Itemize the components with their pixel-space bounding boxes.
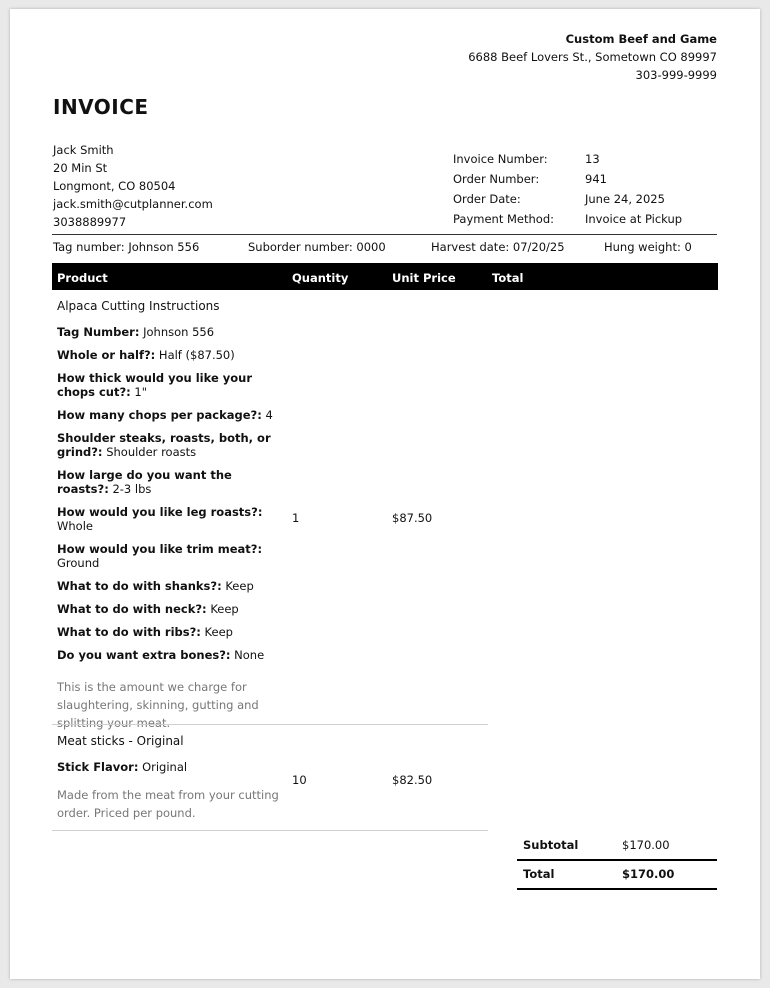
meta-row bbox=[453, 189, 682, 209]
item-description bbox=[57, 734, 285, 822]
customer-street: 20 Min St bbox=[53, 161, 108, 175]
option-line bbox=[57, 431, 285, 459]
option-label: How would you like trim meat?: bbox=[57, 542, 263, 556]
customer-phone: 3038889977 bbox=[53, 215, 127, 229]
company-name: Custom Beef and Game bbox=[565, 32, 717, 46]
item-note: This is the amount we charge for slaughtering, skinning, gutting and splitting your meat. bbox=[57, 680, 259, 730]
option-line bbox=[57, 602, 285, 616]
meta-value: Invoice at Pickup bbox=[585, 212, 683, 226]
totals-bottom-rule bbox=[517, 888, 717, 890]
subtotal-value: $170.00 bbox=[622, 838, 670, 852]
option-line bbox=[57, 505, 285, 533]
option-label: What to do with shanks?: bbox=[57, 579, 222, 593]
invoice-meta bbox=[453, 149, 682, 229]
table-header bbox=[52, 263, 718, 290]
option-line bbox=[57, 371, 285, 399]
meta-label: Invoice Number: bbox=[453, 152, 548, 166]
option-label: Do you want extra bones?: bbox=[57, 648, 231, 662]
meta-value: June 24, 2025 bbox=[585, 192, 665, 206]
header-divider bbox=[52, 234, 717, 235]
page-title: INVOICE bbox=[53, 95, 149, 119]
option-line bbox=[57, 760, 285, 774]
meta-value: 941 bbox=[585, 172, 607, 186]
option-value: Ground bbox=[57, 556, 100, 570]
product-name: Meat sticks - Original bbox=[57, 734, 184, 748]
option-value: Keep bbox=[204, 625, 233, 639]
option-value: 1" bbox=[134, 385, 148, 399]
option-label: Shoulder steaks, roasts, both, or grind?: bbox=[57, 431, 271, 459]
header-total: Total bbox=[492, 271, 524, 285]
subtotal-label: Subtotal bbox=[523, 838, 579, 852]
item-quantity: 1 bbox=[292, 511, 300, 525]
company-address: 6688 Beef Lovers St., Sometown CO 89997 bbox=[468, 50, 717, 64]
invoice-page bbox=[10, 9, 760, 979]
item-note: Made from the meat from your cutting order. Priced per pound. bbox=[57, 788, 279, 820]
option-line bbox=[57, 348, 285, 362]
option-label: How thick would you like your chops cut?: bbox=[57, 371, 253, 399]
option-value: Shoulder roasts bbox=[106, 445, 197, 459]
option-line bbox=[57, 542, 285, 570]
tag-info-row bbox=[53, 240, 718, 254]
product-name: Alpaca Cutting Instructions bbox=[57, 299, 220, 313]
total-row bbox=[517, 861, 717, 889]
option-value: 2-3 lbs bbox=[112, 482, 152, 496]
meta-label: Payment Method: bbox=[453, 212, 555, 226]
header-quantity: Quantity bbox=[292, 271, 349, 285]
option-value: Original bbox=[142, 760, 188, 774]
item-unit-price: $82.50 bbox=[392, 773, 433, 787]
subtotal-row bbox=[517, 832, 717, 860]
option-line bbox=[57, 325, 285, 339]
harvest-date: Harvest date: 07/20/25 bbox=[431, 240, 565, 254]
meta-row bbox=[453, 209, 682, 229]
option-value: Half ($87.50) bbox=[158, 348, 235, 362]
option-label: How many chops per package?: bbox=[57, 408, 262, 422]
row-divider bbox=[52, 830, 488, 831]
option-line bbox=[57, 408, 285, 422]
company-block bbox=[468, 30, 717, 84]
option-value: Keep bbox=[210, 602, 239, 616]
suborder-number: Suborder number: 0000 bbox=[248, 240, 386, 254]
total-value: $170.00 bbox=[622, 867, 675, 881]
option-value: Keep bbox=[225, 579, 254, 593]
item-quantity: 10 bbox=[292, 773, 307, 787]
option-label: Tag Number: bbox=[57, 325, 140, 339]
customer-name: Jack Smith bbox=[53, 143, 114, 157]
option-value: None bbox=[234, 648, 265, 662]
customer-block bbox=[53, 141, 213, 231]
item-unit-price: $87.50 bbox=[392, 511, 433, 525]
option-label: What to do with ribs?: bbox=[57, 625, 201, 639]
meta-row bbox=[453, 149, 682, 169]
option-label: Stick Flavor: bbox=[57, 760, 139, 774]
option-label: How would you like leg roasts?: bbox=[57, 505, 263, 519]
header-unit-price: Unit Price bbox=[392, 271, 456, 285]
option-label: How large do you want the roasts?: bbox=[57, 468, 232, 496]
customer-email: jack.smith@cutplanner.com bbox=[53, 197, 213, 211]
option-value: 4 bbox=[265, 408, 273, 422]
option-line bbox=[57, 648, 285, 662]
option-line bbox=[57, 625, 285, 639]
table-row bbox=[52, 725, 488, 830]
option-value: Whole bbox=[57, 519, 93, 533]
meta-row bbox=[453, 169, 682, 189]
company-phone: 303-999-9999 bbox=[635, 68, 717, 82]
meta-value: 13 bbox=[585, 152, 600, 166]
hung-weight: Hung weight: 0 bbox=[604, 240, 692, 254]
table-row bbox=[52, 290, 488, 730]
option-value: Johnson 556 bbox=[143, 325, 215, 339]
tag-number: Tag number: Johnson 556 bbox=[53, 240, 200, 254]
customer-city: Longmont, CO 80504 bbox=[53, 179, 176, 193]
option-line bbox=[57, 468, 285, 496]
total-label: Total bbox=[523, 867, 555, 881]
header-product: Product bbox=[57, 271, 108, 285]
meta-label: Order Date: bbox=[453, 192, 521, 206]
meta-label: Order Number: bbox=[453, 172, 540, 186]
option-line bbox=[57, 579, 285, 593]
option-label: Whole or half?: bbox=[57, 348, 156, 362]
option-label: What to do with neck?: bbox=[57, 602, 207, 616]
item-description bbox=[57, 299, 285, 732]
